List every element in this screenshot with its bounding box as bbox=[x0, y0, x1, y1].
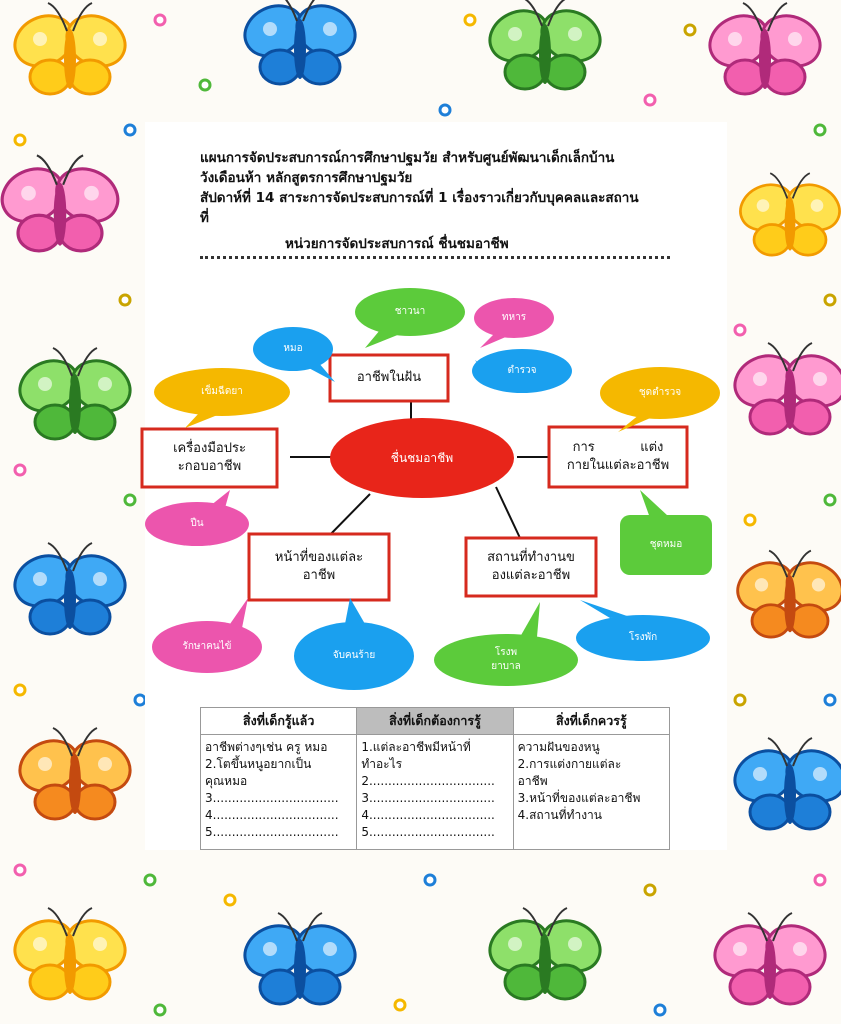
col-header-should-know: สิ่งที่เด็กควรรู้ bbox=[513, 708, 669, 735]
bubble-label: รักษาคนไข้ bbox=[182, 641, 232, 652]
branch-label: เครื่องมือประ ะกอบอาชีพ bbox=[173, 441, 246, 474]
table-cell-line: 2................................. bbox=[361, 774, 495, 788]
table-cell-line: 1.แต่ละอาชีพมีหน้าที่ bbox=[361, 740, 471, 754]
connector-line bbox=[496, 487, 520, 538]
learning-table bbox=[200, 707, 670, 850]
header-line-3: สัปดาห์ที่ 14 สาระการจัดประสบการณ์ที่ 1 เรื่องราวเกี่ยวกับบุคคลและสถาน bbox=[200, 190, 639, 206]
center-label: ชื่นชมอาชีพ bbox=[390, 451, 454, 465]
bubble-label: ปืน bbox=[190, 518, 204, 529]
col-header-want-to-know: สิ่งที่เด็กต้องการรู้ bbox=[357, 708, 513, 735]
table-cell-line: คุณหมอ bbox=[205, 774, 248, 788]
table-cell-line: 3.หน้าที่ของแต่ละอาชีพ bbox=[517, 791, 641, 805]
bubble-label: ชาวนา bbox=[394, 306, 426, 317]
table-cell-line: 5................................. bbox=[361, 825, 495, 839]
table-cell-line: 2.โตขึ้นหนูอยากเป็น bbox=[205, 757, 312, 771]
header-line-3b: ที่ bbox=[200, 210, 209, 226]
table-cell-line: อาชีพต่างๆเช่น ครู หมอ bbox=[205, 740, 328, 754]
col-header-known: สิ่งที่เด็กรู้แล้ว bbox=[201, 708, 357, 735]
table-cell-line: 4................................. bbox=[361, 808, 495, 822]
table-cell-line: 3................................. bbox=[205, 791, 339, 805]
bubble-label: โรงพัก bbox=[628, 632, 658, 643]
header-line-2: วังเดือนห้า หลักสูตรการศึกษาปฐมวัย bbox=[200, 170, 413, 186]
bubble-label: โรงพ ยาบาล bbox=[491, 647, 521, 672]
col-want-to-know bbox=[357, 735, 513, 850]
bubble-label: ตำรวจ bbox=[507, 365, 537, 376]
bubble-label: หมอ bbox=[283, 343, 303, 354]
branch-label: หน้าที่ของแต่ละ อาชีพ bbox=[274, 550, 364, 583]
table-cell-line: ทำอะไร bbox=[361, 757, 403, 771]
table-cell-line: 5................................. bbox=[205, 825, 339, 839]
branch-label: การ แต่ง กายในแต่ละอาชีพ bbox=[566, 440, 670, 473]
table-cell-line: อาชีพ bbox=[517, 774, 548, 788]
bubble-label: ทหาร bbox=[501, 312, 527, 323]
col-should-know bbox=[513, 735, 669, 850]
table-cell-line: 2.การแต่งกายแต่ละ bbox=[517, 757, 622, 771]
branch-label: สถานที่ทำงานข องแต่ละอาชีพ bbox=[487, 550, 575, 583]
table-cell-line: 3................................. bbox=[361, 791, 495, 805]
unit-title: หน่วยการจัดประสบการณ์ ชื่นชมอาชีพ bbox=[285, 236, 509, 252]
table-cell-line: ความฝันของหนู bbox=[517, 740, 600, 754]
bubble-label: จับคนร้าย bbox=[332, 650, 376, 661]
col-known bbox=[201, 735, 357, 850]
bubble-label: ชุดหมอ bbox=[649, 539, 683, 550]
table-cell-line: 4.สถานที่ทำงาน bbox=[517, 808, 602, 822]
header-line-1: แผนการจัดประสบการณ์การศึกษาปฐมวัย สำหรับศูนย์พัฒนาเด็กเล็กบ้าน bbox=[200, 150, 615, 166]
bubble-label: ชุดตำรวจ bbox=[638, 387, 682, 398]
bubble-label: เข็มฉีดยา bbox=[201, 386, 243, 397]
branch-label: อาชีพในฝัน bbox=[356, 370, 422, 385]
table-cell-line: 4................................. bbox=[205, 808, 339, 822]
